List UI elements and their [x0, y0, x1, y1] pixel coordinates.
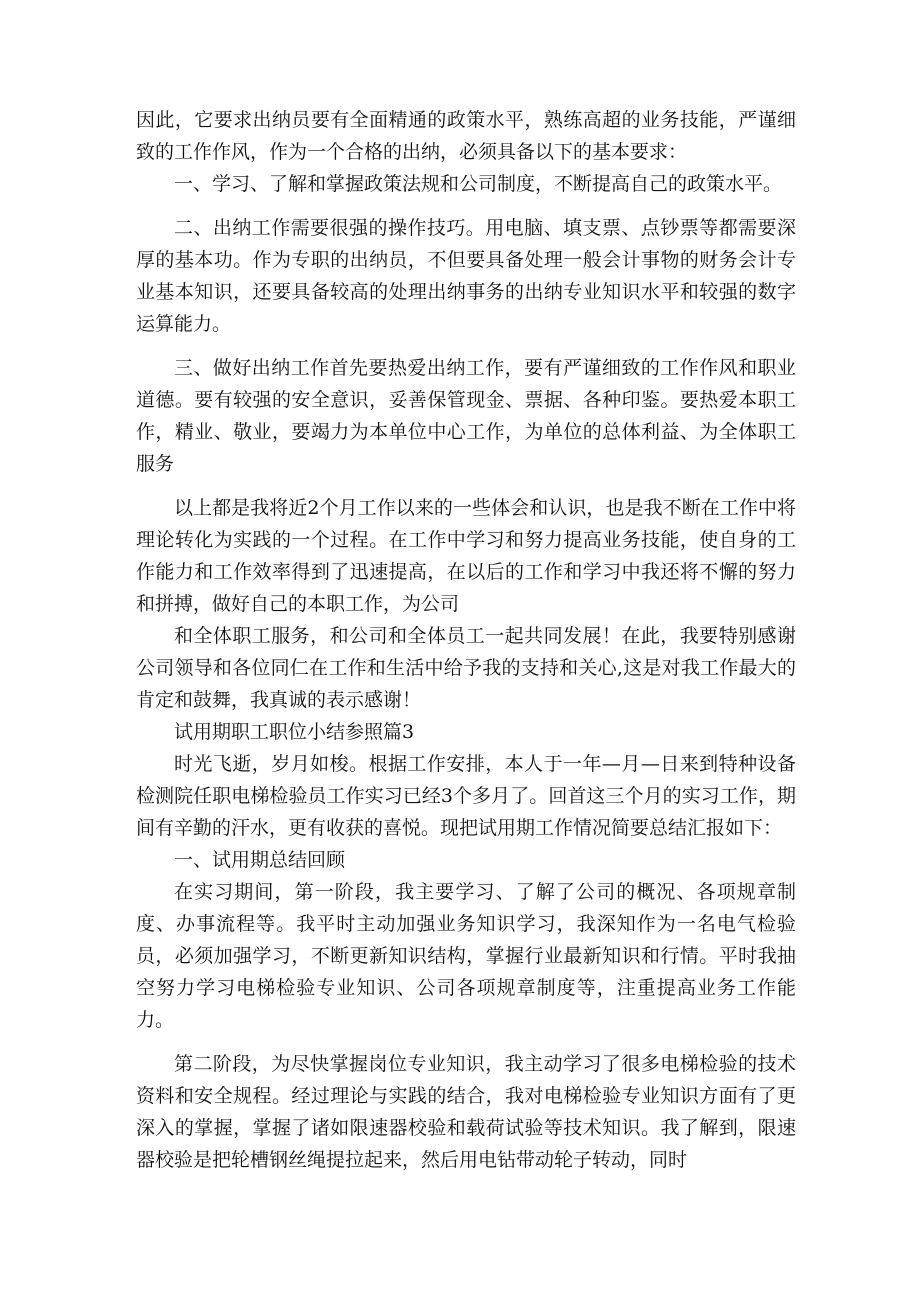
subheading-review: 一、试用期总结回顾 — [174, 849, 346, 871]
paragraph-requirement-1: 一、学习、了解和掌握政策法规和公司制度，不断提高自己的政策水平。 — [174, 173, 783, 195]
paragraph-stage-1: 在实习期间，第一阶段，我主要学习、了解了公司的概况、各项规章制度、办事流程等。我平时主动加强业务知识学习，我深知作为一名电气检验员，必须加强学习，不断更新知识结构，掌握行业最新知识和行情。平时我抽空努力学习电梯检验专业知识、公司各项规章制度等，注重提高业务工作能力。 — [136, 881, 796, 1031]
paragraph-requirement-2: 二、出纳工作需要很强的操作技巧。用电脑、填支票、点钞票等都需要深厚的基本功。作为专职的出纳员，不但要具备处理一般会计事物的财务会计专业基本知识，还要具备较高的处理出纳事务的出纳专业知识水平和较强的数字运算能力。 — [136, 217, 796, 335]
paragraph-thanks: 和全体职工服务，和公司和全体员工一起共同发展！在此，我要特别感谢公司领导和各位同仁在工作和生活中给予我的支持和关心,这是对我工作最大的肯定和鼓舞，我真诚的表示感谢！ — [136, 625, 796, 711]
document-body — [136, 104, 796, 1176]
paragraph-requirement-3: 三、做好出纳工作首先要热爱出纳工作，要有严谨细致的工作作风和职业道德。要有较强的安全意识，妥善保管现金、票据、各种印鉴。要热爱本职工作，精业、敬业，要竭力为本单位中心工作，为单位的总体利益、为全体职工服务 — [136, 357, 796, 475]
paragraph-reflection: 以上都是我将近2个月工作以来的一些体会和认识，也是我不断在工作中将理论转化为实践的一个过程。在工作中学习和努力提高业务技能，使自身的工作能力和工作效率得到了迅速提高，在以后的工作和学习中我还将不懈的努力和拼搏，做好自己的本职工作，为公司 — [136, 497, 796, 615]
paragraph-requirements-intro: 因此，它要求出纳员要有全面精通的政策水平，熟练高超的业务技能，严谨细致的工作作风，作为一个合格的出纳，必须具备以下的基本要求： — [136, 109, 796, 163]
paragraph-intro-part-3: 时光飞逝，岁月如梭。根据工作安排，本人于一年—月—日来到特种设备检测院任职电梯检验员工作实习已经3个多月了。回首这三个月的实习工作，期间有辛勤的汗水，更有收获的喜悦。现把试用期工作情况简要总结汇报如下： — [136, 753, 796, 839]
section-heading-part-3: 试用期职工职位小结参照篇3 — [174, 721, 415, 743]
paragraph-stage-2: 第二阶段，为尽快掌握岗位专业知识，我主动学习了很多电梯检验的技术资料和安全规程。经过理论与实践的结合，我对电梯检验专业知识方面有了更深入的掌握，掌握了诸如限速器校验和载荷试验等技术知识。我了解到，限速器校验是把轮槽钢丝绳提拉起来，然后用电钻带动轮子转动，同时 — [136, 1053, 796, 1171]
